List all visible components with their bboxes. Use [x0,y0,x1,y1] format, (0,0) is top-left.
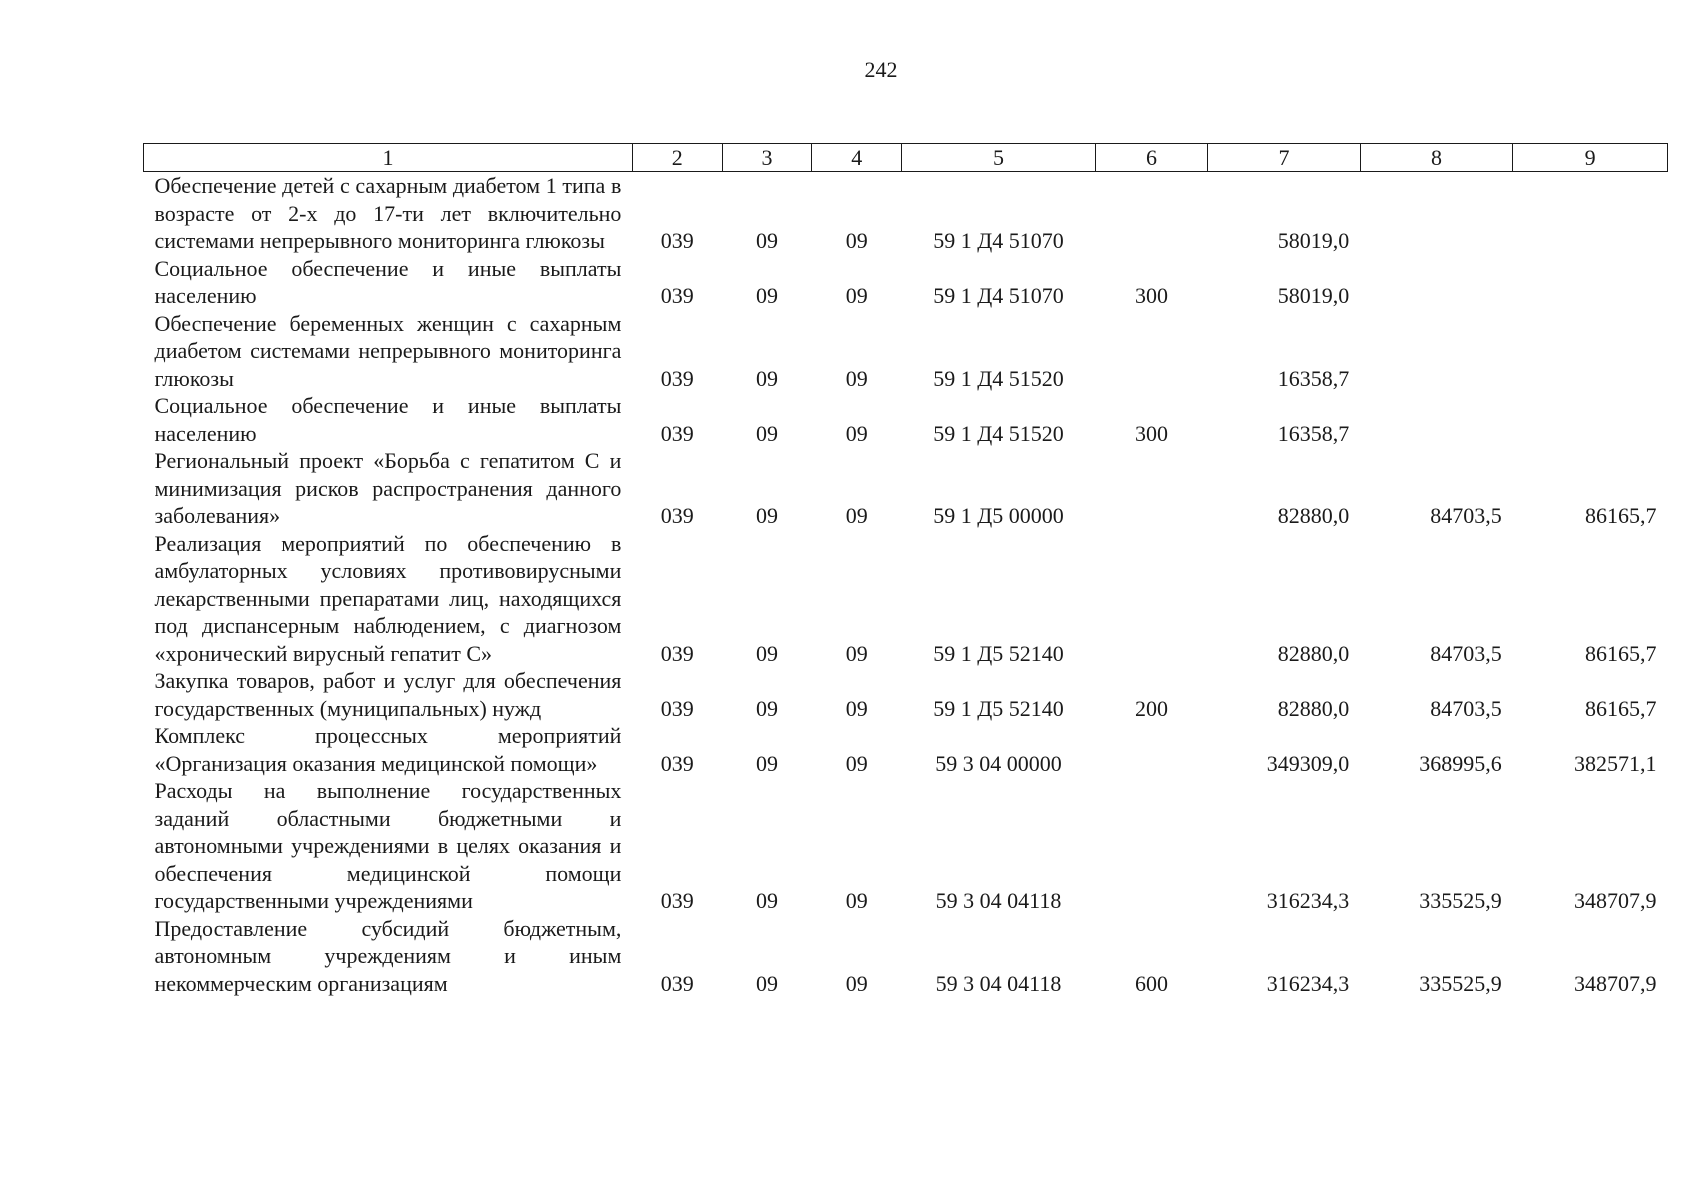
admin-code-cell: 039 [660,283,694,308]
row-name-cell: Социальное обеспечение и иные выплаты населению [154,393,622,446]
target-article-cell: 59 3 04 04118 [935,888,1062,913]
amount-col7-cell: 16358,7 [1277,420,1350,446]
subsection-cell: 09 [845,888,868,913]
amount-col7-cell: 82880,0 [1277,640,1350,666]
amount-col7-cell: 82880,0 [1277,695,1350,721]
target-article-cell: 59 1 Д4 51520 [933,365,1064,391]
expense-type-cell [1095,530,1207,668]
row-name-cell: Обеспечение беременных женщин с сахарным диабетом системами непрерывного мониторинга глюкозы [154,310,622,391]
table-row [144,530,1668,668]
amount-col7-cell: 316234,3 [1266,888,1350,913]
amount-col7-cell: 349309,0 [1266,750,1350,776]
target-article-cell: 59 1 Д4 51520 [933,420,1064,446]
subsection-cell: 09 [845,228,868,253]
expense-type-cell: 300 [1135,420,1169,446]
expense-type-cell: 600 [1135,970,1169,996]
amount-col7-cell: 58019,0 [1277,283,1350,308]
target-article-cell: 59 1 Д4 51070 [933,228,1064,253]
expense-type-cell [1095,777,1207,915]
amount-col7-cell: 82880,0 [1277,503,1350,528]
expense-type-cell [1095,310,1207,393]
amount-col8-cell: 84703,5 [1430,695,1502,721]
target-article-cell: 59 3 04 00000 [935,750,1062,776]
table-row [144,777,1668,915]
section-cell: 09 [756,365,779,391]
amount-col8-cell [1360,255,1513,310]
expense-type-cell [1095,722,1207,777]
admin-code-cell: 039 [660,750,694,776]
expense-type-cell [1095,172,1207,255]
admin-code-cell: 039 [660,970,694,996]
admin-code-cell: 039 [660,695,694,721]
table-row [144,915,1668,998]
target-article-cell: 59 3 04 04118 [935,970,1062,996]
subsection-cell: 09 [845,640,868,666]
admin-code-cell: 039 [660,365,694,391]
amount-col9-cell [1513,172,1668,255]
amount-col9-cell: 348707,9 [1574,970,1657,996]
admin-code-cell: 039 [660,228,694,253]
amount-col8-cell [1360,392,1513,447]
subsection-cell: 09 [845,283,868,308]
expense-type-cell: 300 [1135,283,1169,308]
row-name-cell: Социальное обеспечение и иные выплаты населению [154,255,622,308]
amount-col9-cell [1513,310,1668,393]
amount-col8-cell [1360,310,1513,393]
row-name-cell: Реализация мероприятий по обеспечению в амбулаторных условиях противовирусными лекарственными препаратами лиц, находящихся под диспансерным наблюдением, с диагнозом «хронический вирусный гепатит С» [154,530,622,666]
subsection-cell: 09 [845,503,868,528]
amount-col7-cell: 58019,0 [1277,228,1350,253]
row-name-cell: Обеспечение детей с сахарным диабетом 1 типа в возрасте от 2-х до 17-ти лет включительно системами непрерывного мониторинга глюкозы [154,173,622,253]
column-header: 7 [1208,144,1361,172]
expense-type-cell [1095,447,1207,530]
amount-col8-cell [1360,172,1513,255]
table-row [144,172,1668,255]
column-header: 2 [632,144,722,172]
amount-col8-cell: 84703,5 [1430,503,1502,528]
amount-col9-cell: 348707,9 [1574,888,1657,913]
table-row [144,255,1668,310]
amount-col9-cell: 86165,7 [1585,695,1657,721]
section-cell: 09 [756,283,779,308]
column-header: 4 [812,144,902,172]
amount-col9-cell: 86165,7 [1585,503,1657,528]
column-header: 1 [144,144,633,172]
subsection-cell: 09 [845,695,868,721]
section-cell: 09 [756,970,779,996]
target-article-cell: 59 1 Д4 51070 [933,283,1064,308]
column-header: 6 [1095,144,1207,172]
section-cell: 09 [756,420,779,446]
column-header: 5 [902,144,1096,172]
target-article-cell: 59 1 Д5 52140 [933,640,1064,666]
amount-col9-cell: 382571,1 [1574,750,1657,776]
table-row [144,447,1668,530]
column-header: 9 [1513,144,1668,172]
page-number: 242 [864,57,898,82]
expense-type-cell: 200 [1135,695,1169,721]
section-cell: 09 [756,228,779,253]
column-header: 3 [722,144,812,172]
amount-col8-cell: 368995,6 [1419,750,1502,776]
row-name-cell: Региональный проект «Борьба с гепатитом С и минимизация рисков распространения данного заболевания» [154,448,622,528]
section-cell: 09 [756,695,779,721]
admin-code-cell: 039 [660,888,694,913]
amount-col9-cell: 86165,7 [1585,640,1657,666]
admin-code-cell: 039 [660,503,694,528]
row-name-cell: Предоставление субсидий бюджетным, автономным учреждениям и иным некоммерческим организациям [154,915,622,996]
admin-code-cell: 039 [660,420,694,446]
amount-col8-cell: 335525,9 [1419,970,1502,996]
row-name-cell: Комплекс процессных мероприятий «Организация оказания медицинской помощи» [154,723,622,776]
table-row [144,722,1668,777]
amount-col9-cell [1513,392,1668,447]
subsection-cell: 09 [845,420,868,446]
budget-table [143,143,1668,997]
table-row [144,310,1668,393]
admin-code-cell: 039 [660,640,694,666]
section-cell: 09 [756,503,779,528]
amount-col7-cell: 316234,3 [1266,970,1350,996]
table-header-row [144,144,1668,172]
subsection-cell: 09 [845,970,868,996]
subsection-cell: 09 [845,365,868,391]
table-row [144,392,1668,447]
amount-col7-cell: 16358,7 [1277,365,1350,391]
column-header: 8 [1360,144,1513,172]
target-article-cell: 59 1 Д5 52140 [933,695,1064,721]
amount-col8-cell: 84703,5 [1430,640,1502,666]
row-name-cell: Расходы на выполнение государственных заданий областными бюджетными и автономными учреждениями в целях оказания и обеспечения медицинской помощи государственными учреждениями [154,778,622,913]
target-article-cell: 59 1 Д5 00000 [933,503,1064,528]
section-cell: 09 [756,888,779,913]
amount-col9-cell [1513,255,1668,310]
section-cell: 09 [756,750,779,776]
table-row [144,667,1668,722]
subsection-cell: 09 [845,750,868,776]
amount-col8-cell: 335525,9 [1419,888,1502,913]
section-cell: 09 [756,640,779,666]
row-name-cell: Закупка товаров, работ и услуг для обеспечения государственных (муниципальных) нужд [154,668,622,721]
